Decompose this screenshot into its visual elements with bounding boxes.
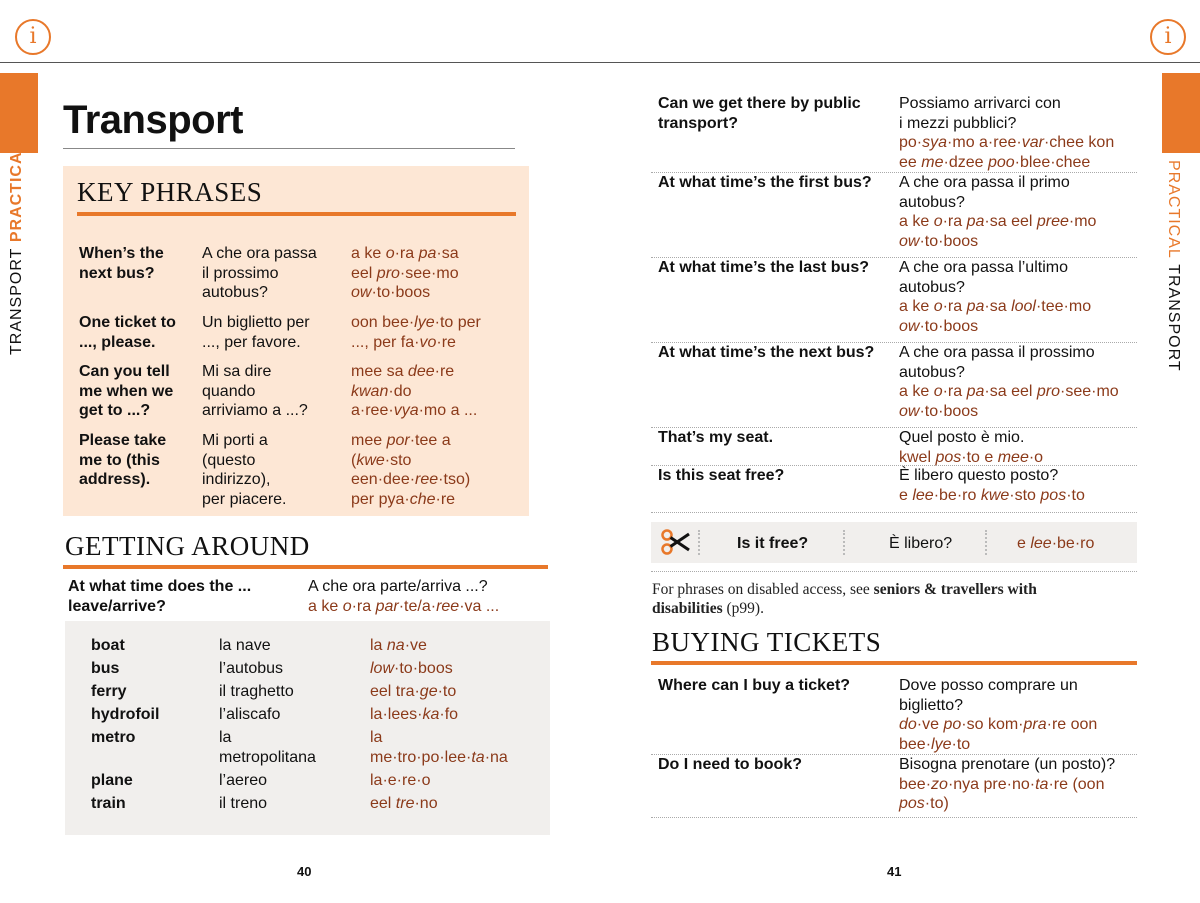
row-en: That’s my seat. <box>658 429 774 446</box>
strip-separator <box>985 530 987 555</box>
side-label-right <box>1164 160 1182 372</box>
vocab-en: bus <box>91 660 120 677</box>
vocab-pron: la·e·re·o <box>370 771 431 789</box>
scissors-icon <box>659 528 691 556</box>
vocab-pron: la me·tro·po·lee·ta·na <box>370 729 508 766</box>
vocab-it: l’aliscafo <box>219 706 281 723</box>
buying-tickets-rule <box>651 661 1137 665</box>
phrase-strip <box>651 522 1137 563</box>
phrase-en: When’s the next bus? <box>79 245 164 282</box>
key-phrases-box <box>63 166 529 516</box>
side-label-practical: PRACTICAL <box>8 140 25 243</box>
phrase-it: Mi porti a (questo indirizzo), per piacere. <box>202 432 287 508</box>
getting-around-rule <box>63 565 548 569</box>
row-it: A che ora passa l’ultimo autobus? a ke o·ra pa·sa lool·tee·mo ow·to·boos <box>899 258 1135 336</box>
vocab-pron: eel tra·ge·to <box>370 683 457 700</box>
vocab-it: l’aereo <box>219 771 268 789</box>
info-icon: i <box>1150 19 1186 55</box>
row-en: At what time’s the next bus? <box>658 344 875 361</box>
row-pron: a ke o·ra pa·sa lool·tee·mo ow·to·boos <box>899 298 1092 335</box>
vocab-pron: eel tre·no <box>370 794 438 812</box>
phrase-en: Can you tell me when we get to ...? <box>79 363 174 419</box>
vocab-box <box>65 621 550 835</box>
phrase-it: Mi sa dire quando arriviamo a ...? <box>202 363 308 419</box>
row-it: Quel posto è mio. kwel pos·to e mee·o <box>899 428 1135 467</box>
phrase-pron: mee sa dee·re kwan·do a·ree·vya·mo a ... <box>351 363 478 419</box>
strip-separator <box>843 530 845 555</box>
row-en: At what time’s the last bus? <box>658 259 869 276</box>
section-tab-right <box>1162 73 1200 153</box>
key-phrases-heading: KEY PHRASES <box>77 177 263 207</box>
vocab-en: ferry <box>91 683 127 700</box>
phrase-pron: mee por·tee a (kwe·sto een·dee·ree·tso) per pya·che·re <box>351 432 471 508</box>
row-it: A che ora passa il primo autobus? a ke o·ra pa·sa eel pree·mo ow·to·boos <box>899 173 1135 251</box>
phrase-it: A che ora passa il prossimo autobus? <box>202 245 317 301</box>
vocab-it: l’autobus <box>219 660 284 677</box>
vocab-en: hydrofoil <box>91 706 160 723</box>
getting-around-question-en: At what time does the ... leave/arrive? <box>68 578 252 615</box>
vocab-it: la nave <box>219 637 271 654</box>
key-phrases-rule <box>77 212 516 216</box>
getting-around-heading: GETTING AROUND <box>65 531 310 561</box>
vocab-en: train <box>91 794 126 812</box>
side-label-transport: TRANSPORT <box>8 247 25 355</box>
row-pron: e lee·be·ro kwe·sto pos·to <box>899 486 1085 504</box>
vocab-pron: la na·ve <box>370 637 427 654</box>
row-pron: po·sya·mo a·ree·var·chee kon ee me·dzee poo·blee·chee <box>899 134 1115 171</box>
strip-phrase-it: È libero? <box>889 535 953 552</box>
vocab-en: boat <box>91 637 125 654</box>
strip-phrase-pron: e lee·be·ro <box>1017 535 1095 552</box>
row-pron: kwel pos·to e mee·o <box>899 448 1044 466</box>
row-pron: do·ve po·so kom·pra·re oon bee·lye·to <box>899 716 1098 753</box>
side-label-left <box>8 140 26 355</box>
row-it: A che ora passa il prossimo autobus? a ke o·ra pa·sa eel pro·see·mo ow·to·boos <box>899 343 1135 421</box>
row-en: Do I need to book? <box>658 756 802 773</box>
vocab-it: la metropolitana <box>219 729 316 766</box>
vocab-it: il treno <box>219 794 268 812</box>
row-pron: a ke o·ra pa·sa eel pro·see·mo ow·to·boos <box>899 383 1119 420</box>
page-title: Transport <box>63 98 243 142</box>
vocab-en: plane <box>91 771 133 789</box>
vocab-en: metro <box>91 729 136 746</box>
getting-around-question-it: A che ora parte/arriva ...? a ke o·ra par·te/a·ree·va ... <box>308 578 500 615</box>
row-en: Where can I buy a ticket? <box>658 677 851 694</box>
phrase-en: One ticket to ..., please. <box>79 314 176 351</box>
vocab-it: il traghetto <box>219 683 294 700</box>
row-divider <box>651 512 1137 513</box>
vocab-pron: low·to·boos <box>370 660 453 677</box>
strip-separator <box>698 530 700 555</box>
getting-around-question-pron: a ke o·ra par·te/a·ree·va ... <box>308 597 500 615</box>
note-link-text: seniors & travellers with <box>873 581 1037 598</box>
side-label-transport: TRANSPORT <box>1165 264 1182 372</box>
title-rule <box>63 148 515 149</box>
phrase-it: Un biglietto per ..., per favore. <box>202 314 310 351</box>
page-number-left: 40 <box>297 864 312 879</box>
page-number-right: 41 <box>887 864 902 879</box>
phrase-pron: a ke o·ra pa·sa eel pro·see·mo ow·to·boos <box>351 245 459 301</box>
row-divider <box>651 571 1137 572</box>
row-pron: bee·zo·nya pre·no·ta·re (oon pos·to) <box>899 775 1105 812</box>
row-en: At what time’s the first bus? <box>658 174 872 191</box>
info-icon: i <box>15 19 51 55</box>
disabled-access-note: For phrases on disabled access, see seniors & travellers with disabilities (p99). <box>652 581 1037 617</box>
row-en: Can we get there by public transport? <box>658 95 861 132</box>
row-en: Is this seat free? <box>658 467 785 484</box>
row-it: Possiamo arrivarci con i mezzi pubblici? po·sya·mo a·ree·var·chee kon ee me·dzee poo·blee·chee <box>899 94 1135 172</box>
header-divider <box>0 62 1200 63</box>
side-label-practical: PRACTICAL <box>1165 160 1182 259</box>
row-it: Bisogna prenotare (un posto)? bee·zo·nya pre·no·ta·re (oon pos·to) <box>899 755 1135 814</box>
row-pron: a ke o·ra pa·sa eel pree·mo ow·to·boos <box>899 213 1097 250</box>
row-it: Dove posso comprare un biglietto? do·ve po·so kom·pra·re oon bee·lye·to <box>899 676 1135 754</box>
strip-phrase-en: Is it free? <box>737 535 809 552</box>
buying-tickets-heading: BUYING TICKETS <box>652 627 882 657</box>
row-it: È libero questo posto? e lee·be·ro kwe·sto pos·to <box>899 466 1135 505</box>
phrase-pron: oon bee·lye·to per ..., per fa·vo·re <box>351 314 481 351</box>
phrase-en: Please take me to (this address). <box>79 432 167 488</box>
row-divider <box>651 817 1137 818</box>
vocab-pron: la·lees·ka·fo <box>370 706 459 723</box>
